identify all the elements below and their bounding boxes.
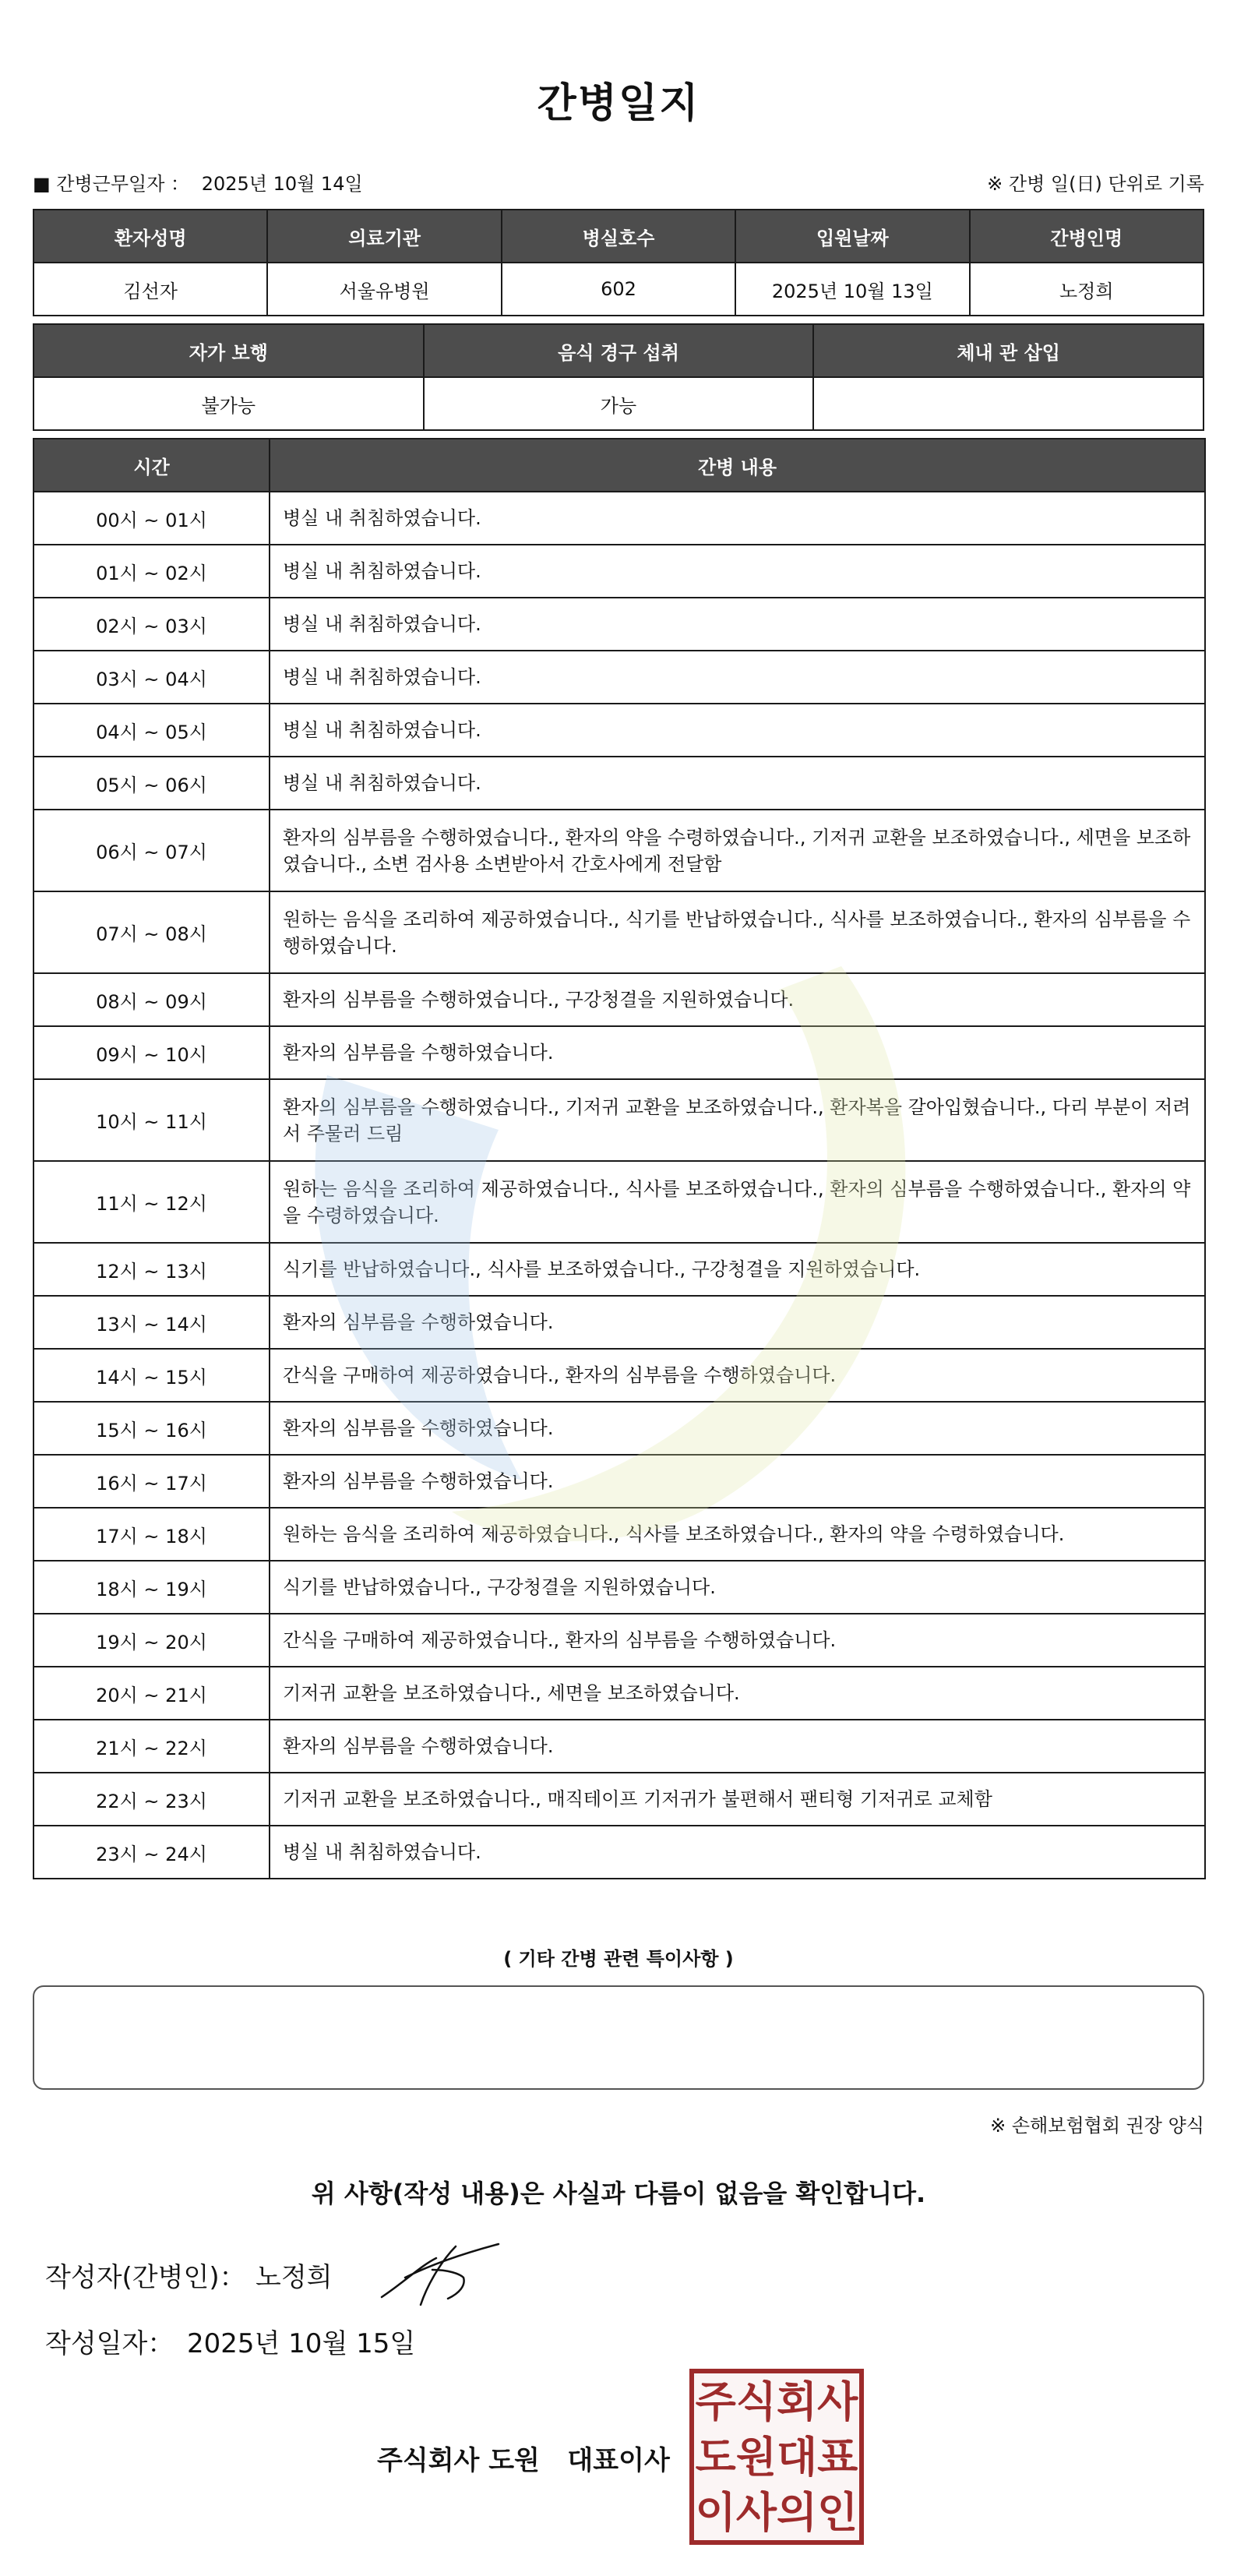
- care-log-row: [33, 1455, 1205, 1508]
- care-log-content: 식기를 반납하였습니다., 식사를 보조하였습니다., 구강청결을 지원하였습니다.: [270, 1243, 1205, 1296]
- care-log-table: [33, 438, 1206, 1879]
- patient-status-table: [33, 323, 1204, 431]
- care-date-value: 2025년 10월 14일: [201, 173, 363, 195]
- care-log-content: 기저귀 교환을 보조하였습니다., 세면을 보조하였습니다.: [270, 1667, 1205, 1720]
- care-log-row: [33, 973, 1205, 1026]
- patient-status-value-row: [33, 377, 1204, 430]
- care-log-row: [33, 1508, 1205, 1561]
- header-tube-insertion: 체내 관 삽입: [813, 324, 1204, 377]
- remarks-box: [33, 1985, 1204, 2090]
- patient-status-header-row: [33, 324, 1204, 377]
- seal-line: 이사의인: [695, 2487, 858, 2538]
- patient-info-value-row: [33, 263, 1204, 316]
- care-log-row: [33, 891, 1205, 973]
- care-log-row: [33, 810, 1205, 891]
- care-log-row: [33, 1561, 1205, 1614]
- seal-line: 도원대표: [695, 2431, 858, 2482]
- care-log-content: 환자의 심부름을 수행하였습니다., 기저귀 교환을 보조하였습니다., 환자복을 갈아입혔습니다., 다리 부분이 저려서 주물러 드림: [270, 1079, 1205, 1161]
- care-log-row: [33, 757, 1205, 810]
- care-log-time: 03시 ~ 04시: [33, 651, 270, 704]
- care-log-row: [33, 651, 1205, 704]
- header-care-content: 간병 내용: [270, 439, 1205, 492]
- care-log-time: 07시 ~ 08시: [33, 891, 270, 973]
- company-seal: [689, 2369, 864, 2545]
- admission-date: 2025년 10월 13일: [735, 263, 969, 316]
- care-log-content: 병실 내 취침하였습니다.: [270, 757, 1205, 810]
- header-self-walking: 자가 보행: [33, 324, 424, 377]
- care-log-time: 00시 ~ 01시: [33, 492, 270, 545]
- care-log-time: 22시 ~ 23시: [33, 1773, 270, 1826]
- care-log-content: 환자의 심부름을 수행하였습니다.: [270, 1455, 1205, 1508]
- room-number: 602: [502, 263, 735, 316]
- care-log-row: [33, 1614, 1205, 1667]
- care-log-time: 17시 ~ 18시: [33, 1508, 270, 1561]
- care-log-row: [33, 1402, 1205, 1455]
- care-log-time: 05시 ~ 06시: [33, 757, 270, 810]
- care-log-time: 01시 ~ 02시: [33, 545, 270, 598]
- care-log-time: 06시 ~ 07시: [33, 810, 270, 891]
- tube-insertion-value: [813, 377, 1204, 430]
- care-log-content: 병실 내 취침하였습니다.: [270, 1826, 1205, 1879]
- care-log-row: [33, 1296, 1205, 1349]
- written-date-label: 작성일자：: [45, 2328, 174, 2359]
- patient-info-table: [33, 209, 1204, 316]
- care-log-row: [33, 1720, 1205, 1773]
- header-hospital: 의료기관: [267, 210, 501, 263]
- care-log-content: 환자의 심부름을 수행하였습니다., 환자의 약을 수령하였습니다., 기저귀 교환을 보조하였습니다., 세면을 보조하였습니다., 소변 검사용 소변받아서 간호사에게 전달함: [270, 810, 1205, 891]
- caregiver-name: 노정희: [970, 263, 1204, 316]
- company-representative: 주식회사 도원 대표이사: [377, 2445, 670, 2476]
- care-log-content: 원하는 음식을 조리하여 제공하였습니다., 식사를 보조하였습니다., 환자의 약을 수령하였습니다.: [270, 1508, 1205, 1561]
- care-log-content: 병실 내 취침하였습니다.: [270, 704, 1205, 757]
- care-log-time: 14시 ~ 15시: [33, 1349, 270, 1402]
- care-log-time: 10시 ~ 11시: [33, 1079, 270, 1161]
- care-log-content: 병실 내 취침하였습니다.: [270, 492, 1205, 545]
- care-log-row: [33, 545, 1205, 598]
- care-log-content: 환자의 심부름을 수행하였습니다.: [270, 1402, 1205, 1455]
- care-log-row: [33, 1026, 1205, 1079]
- care-log-content: 환자의 심부름을 수행하였습니다.: [270, 1026, 1205, 1079]
- header-caregiver-name: 간병인명: [970, 210, 1204, 263]
- care-log-content: 원하는 음식을 조리하여 제공하였습니다., 식사를 보조하였습니다., 환자의 심부름을 수행하였습니다., 환자의 약을 수령하였습니다.: [270, 1161, 1205, 1243]
- care-log-time: 12시 ~ 13시: [33, 1243, 270, 1296]
- care-log-row: [33, 1079, 1205, 1161]
- oral-intake-value: 가능: [424, 377, 814, 430]
- header-admission-date: 입원날짜: [735, 210, 969, 263]
- care-log-time: 16시 ~ 17시: [33, 1455, 270, 1508]
- care-log-time: 02시 ~ 03시: [33, 598, 270, 651]
- care-log-row: [33, 1826, 1205, 1879]
- care-log-row: [33, 1667, 1205, 1720]
- care-date-line: [33, 168, 363, 196]
- care-log-time: 18시 ~ 19시: [33, 1561, 270, 1614]
- care-log-content: 환자의 심부름을 수행하였습니다., 구강청결을 지원하였습니다.: [270, 973, 1205, 1026]
- care-log-row: [33, 598, 1205, 651]
- care-log-row: [33, 1349, 1205, 1402]
- care-log-time: 04시 ~ 05시: [33, 704, 270, 757]
- care-log-row: [33, 1161, 1205, 1243]
- remarks-title: ( 기타 간병 관련 특이사항 ): [503, 1948, 734, 1970]
- care-log-header-row: [33, 439, 1205, 492]
- record-unit-note: ※ 간병 일(日) 단위로 기록: [987, 173, 1204, 195]
- care-log-content: 환자의 심부름을 수행하였습니다.: [270, 1296, 1205, 1349]
- care-log-row: [33, 1243, 1205, 1296]
- care-log-content: 병실 내 취침하였습니다.: [270, 545, 1205, 598]
- care-log-content: 병실 내 취침하였습니다.: [270, 598, 1205, 651]
- care-log-content: 환자의 심부름을 수행하였습니다.: [270, 1720, 1205, 1773]
- care-log-row: [33, 704, 1205, 757]
- care-log-time: 08시 ~ 09시: [33, 973, 270, 1026]
- care-log-time: 20시 ~ 21시: [33, 1667, 270, 1720]
- hospital-name: 서울유병원: [267, 263, 501, 316]
- care-log-time: 11시 ~ 12시: [33, 1161, 270, 1243]
- care-log-time: 23시 ~ 24시: [33, 1826, 270, 1879]
- form-standard-note: ※ 손해보험협회 권장 양식: [990, 2115, 1204, 2137]
- patient-info-header-row: [33, 210, 1204, 263]
- seal-line: 주식회사: [695, 2376, 858, 2426]
- author-label: 작성자(간병인)：: [45, 2262, 246, 2293]
- care-log-content: 기저귀 교환을 보조하였습니다., 매직테이프 기저귀가 불편해서 팬티형 기저귀로 교체함: [270, 1773, 1205, 1826]
- care-log-row: [33, 1773, 1205, 1826]
- care-log-time: 19시 ~ 20시: [33, 1614, 270, 1667]
- self-walking-value: 불가능: [33, 377, 424, 430]
- care-log-body: [33, 492, 1205, 1879]
- patient-name: 김선자: [33, 263, 267, 316]
- handwritten-signature: [374, 2235, 506, 2313]
- written-date-value: 2025년 10월 15일: [187, 2328, 416, 2359]
- care-log-time: 21시 ~ 22시: [33, 1720, 270, 1773]
- care-log-content: 원하는 음식을 조리하여 제공하였습니다., 식기를 반납하였습니다., 식사를 보조하였습니다., 환자의 심부름을 수행하였습니다.: [270, 891, 1205, 973]
- care-log-time: 09시 ~ 10시: [33, 1026, 270, 1079]
- care-log-content: 간식을 구매하여 제공하였습니다., 환자의 심부름을 수행하였습니다.: [270, 1614, 1205, 1667]
- care-log-time: 13시 ~ 14시: [33, 1296, 270, 1349]
- care-log-time: 15시 ~ 16시: [33, 1402, 270, 1455]
- care-log-content: 간식을 구매하여 제공하였습니다., 환자의 심부름을 수행하였습니다.: [270, 1349, 1205, 1402]
- care-log-row: [33, 492, 1205, 545]
- care-log-content: 식기를 반납하였습니다., 구강청결을 지원하였습니다.: [270, 1561, 1205, 1614]
- author-name: 노정희: [256, 2262, 333, 2293]
- header-time: 시간: [33, 439, 270, 492]
- confirmation-statement: 위 사항(작성 내용)은 사실과 다름이 없음을 확인합니다.: [311, 2179, 926, 2208]
- header-patient-name: 환자성명: [33, 210, 267, 263]
- care-log-content: 병실 내 취침하였습니다.: [270, 651, 1205, 704]
- document-title: 간병일지: [537, 80, 700, 127]
- header-oral-intake: 음식 경구 섭취: [424, 324, 814, 377]
- header-room-number: 병실호수: [502, 210, 735, 263]
- care-date-label: ■ 간병근무일자 ：: [33, 173, 190, 195]
